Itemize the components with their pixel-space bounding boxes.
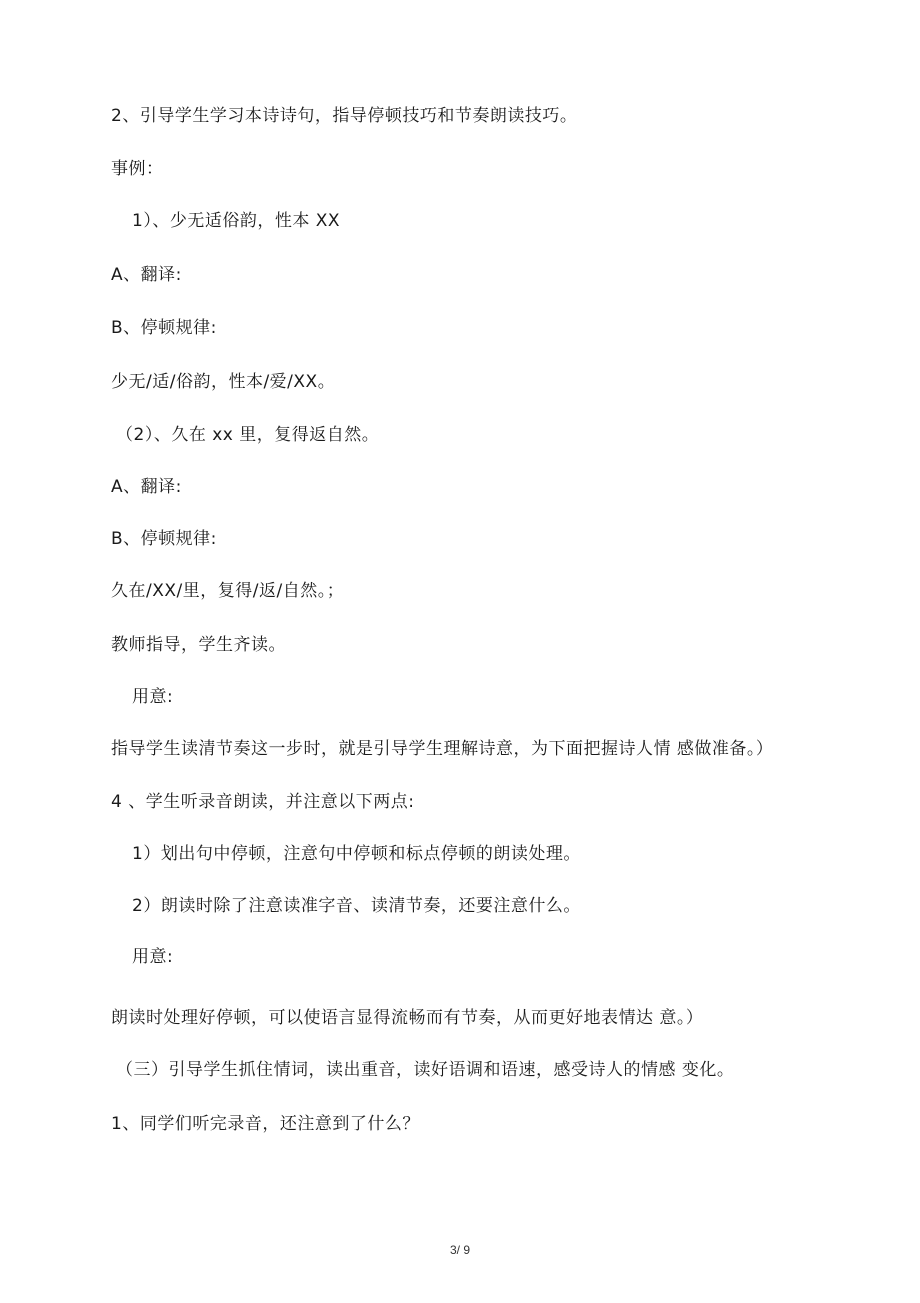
paragraph-line: B、停顿规律: <box>111 529 217 549</box>
paragraph-line: 指导学生读清节奏这一步时，就是引导学生理解诗意，为下面把握诗人情 感做准备。） <box>111 739 774 759</box>
paragraph-line: 1）划出句中停顿，注意句中停顿和标点停顿的朗读处理。 <box>132 844 581 864</box>
paragraph-line: 用意: <box>132 687 174 707</box>
paragraph-line: 2）朗读时除了注意读准字音、读清节奏，还要注意什么。 <box>132 896 581 916</box>
paragraph-line: B、停顿规律: <box>111 318 217 338</box>
paragraph-line: 朗读时处理好停顿，可以使语言显得流畅而有节奏，从而更好地表情达 意。） <box>111 1008 704 1028</box>
paragraph-line: 1）、少无适俗韵，性本 XX <box>132 211 341 231</box>
paragraph-line: 教师指导，学生齐读。 <box>111 635 286 655</box>
paragraph-line: A、翻译: <box>111 265 182 285</box>
paragraph-line: 久在/XX/里，复得/返/自然。； <box>111 581 345 601</box>
paragraph-line: 1、同学们听完录音，还注意到了什么？ <box>111 1114 420 1134</box>
paragraph-line: A、翻译: <box>111 477 182 497</box>
paragraph-line: 4 、学生听录音朗读，并注意以下两点: <box>111 792 415 812</box>
paragraph-line: （三）引导学生抓住情词，读出重音，读好语调和语速，感受诗人的情感 变化。 <box>116 1060 735 1080</box>
page-number: 3/ 9 <box>449 1243 470 1257</box>
paragraph-line: 用意: <box>132 947 174 967</box>
paragraph-line: 少无/适/俗韵，性本/爱/XX。 <box>111 372 336 392</box>
paragraph-line: 事例： <box>111 159 164 179</box>
paragraph-line: （2）、久在 xx 里，复得返自然。 <box>116 425 380 445</box>
paragraph-line: 2、引导学生学习本诗诗句，指导停顿技巧和节奏朗读技巧。 <box>111 106 578 126</box>
